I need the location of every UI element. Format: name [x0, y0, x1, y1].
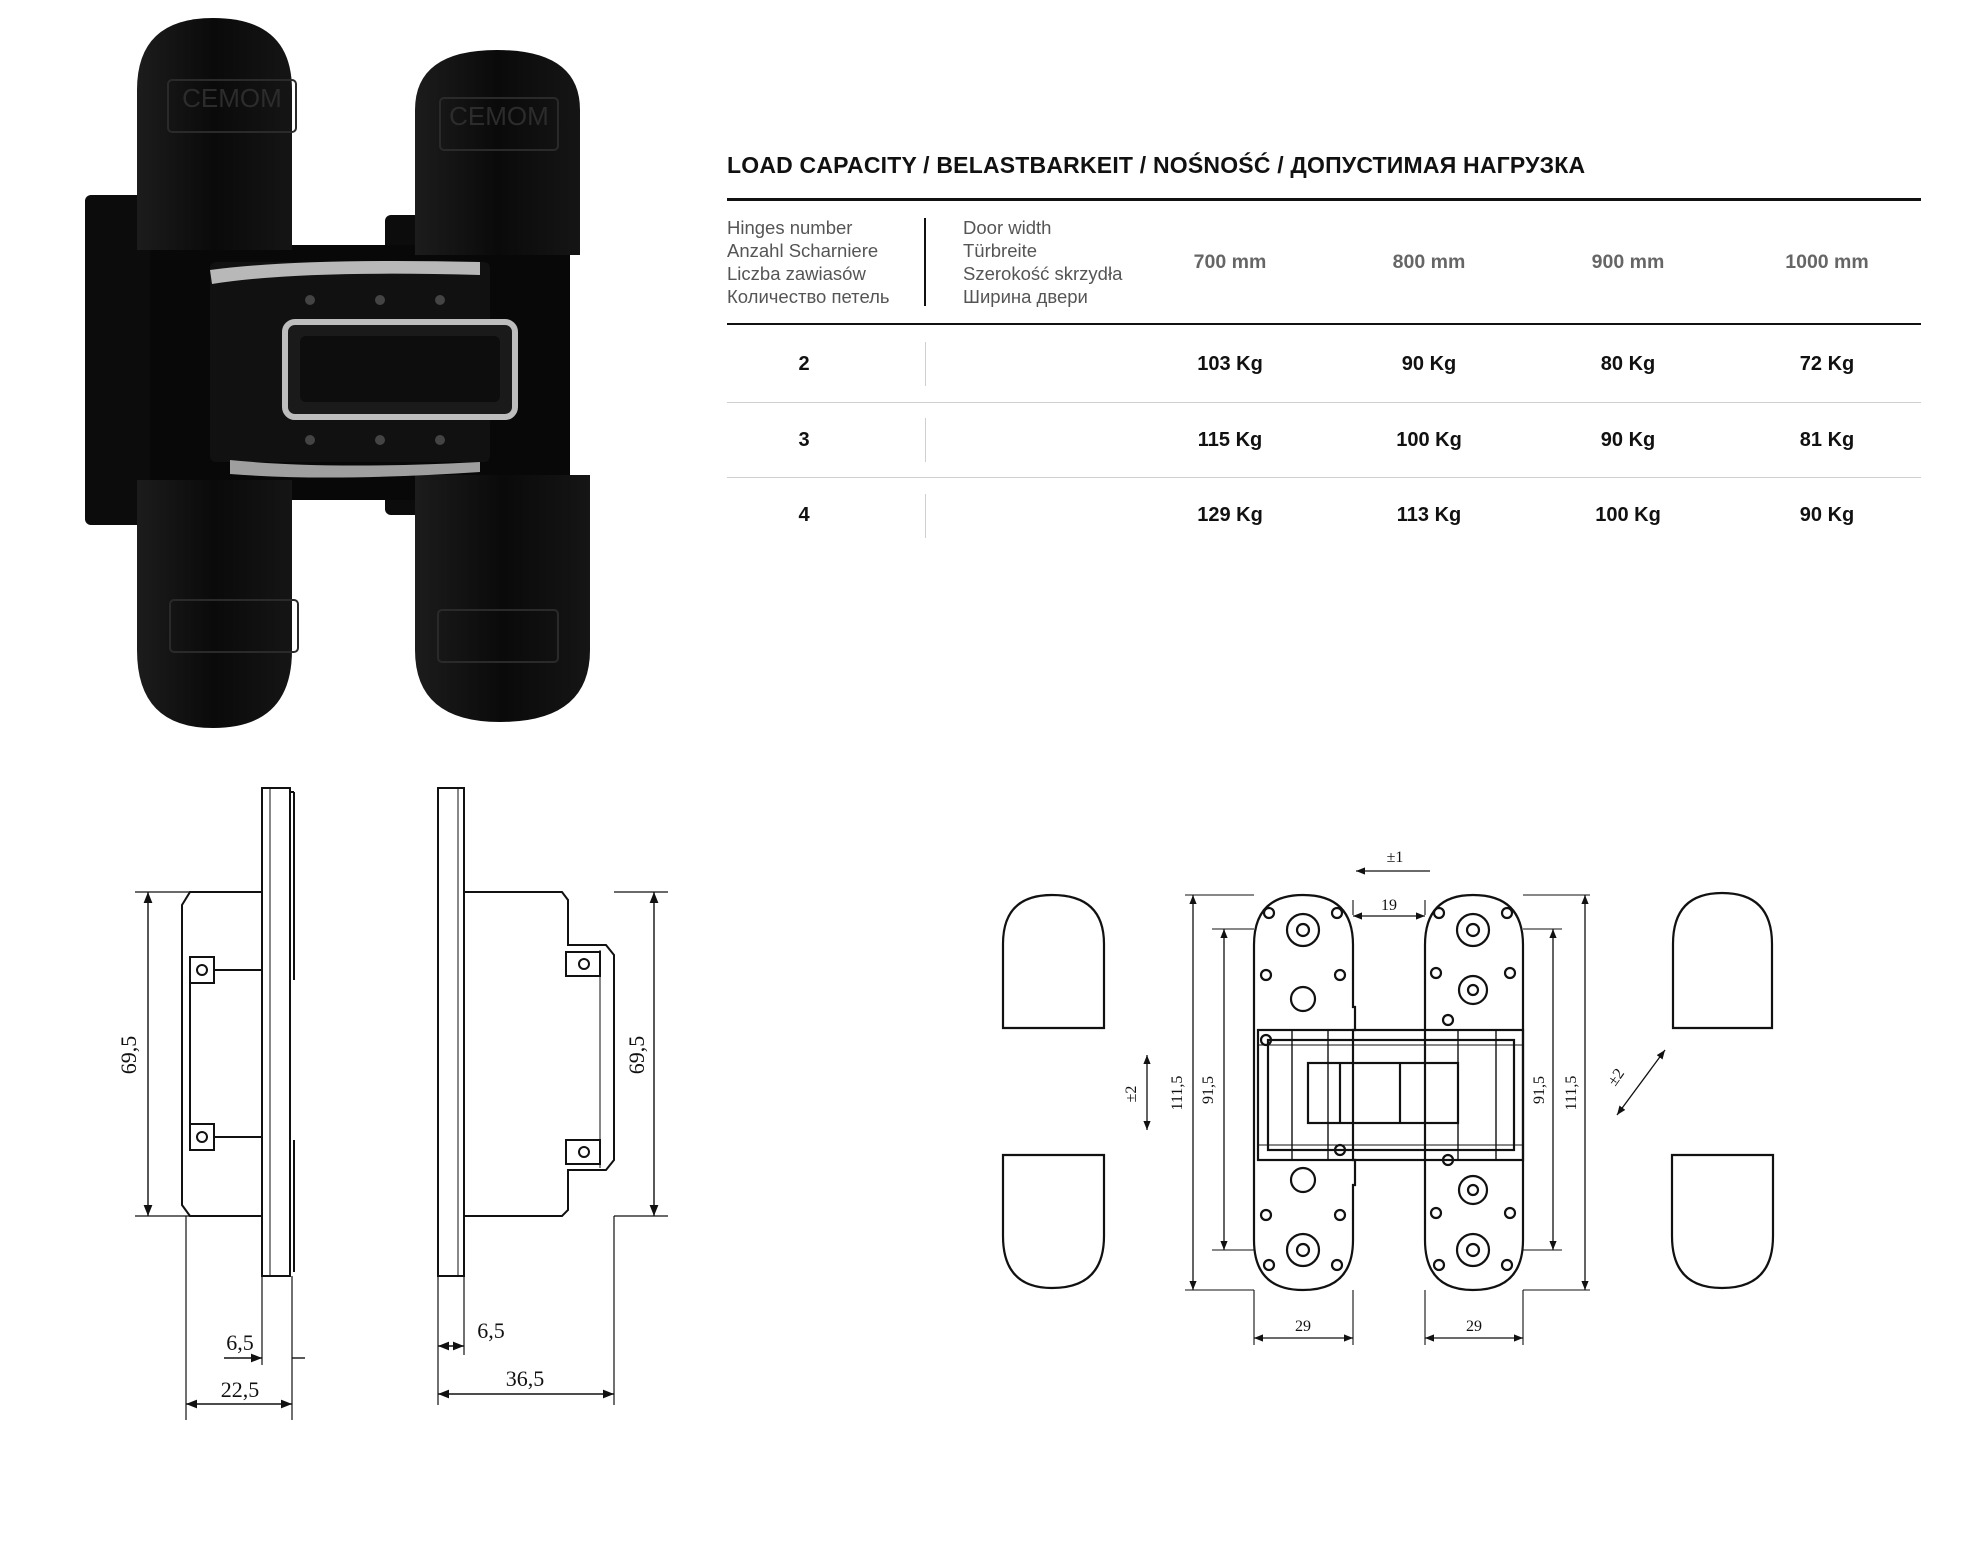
label-right-height: 69,5 [624, 1035, 649, 1075]
right-view-plate [438, 788, 464, 1276]
row-separator [925, 494, 926, 538]
table-cell: 100 Kg [1595, 504, 1661, 526]
hinges-number-header: Hinges number Anzahl Scharniere Liczba zawiasów Количество петель [727, 217, 890, 307]
label-adjust-top: ±1 [1386, 849, 1404, 866]
table-cell: 72 Kg [1799, 353, 1855, 375]
column-header-900: 900 mm [1591, 251, 1665, 273]
label-adjust-left: ±2 [1123, 1085, 1140, 1103]
label-adjust-right: ±2 [1604, 1065, 1629, 1090]
table-cell: 100 Kg [1396, 429, 1462, 451]
label-left-depth: 22,5 [220, 1377, 260, 1402]
brand-emboss-2: CEMOM [449, 101, 549, 131]
table-cell: 81 Kg [1799, 429, 1855, 451]
door-width-header: Door width Türbreite Szerokość skrzydła Ширина двери [963, 217, 1123, 307]
table-cell: 80 Kg [1600, 353, 1656, 375]
label-bottom-right: 29 [1466, 1318, 1482, 1335]
label-outer-right: 111,5 [1563, 1075, 1580, 1111]
row-separator [925, 342, 926, 386]
table-row-divider [727, 402, 1921, 403]
table-cell: 90 Kg [1401, 353, 1457, 375]
table-cell: 129 Kg [1197, 504, 1263, 526]
label-left-small: 6,5 [226, 1330, 254, 1355]
right-view-body [464, 892, 614, 1216]
column-header-700: 700 mm [1193, 251, 1267, 273]
table-cell: 113 Kg [1396, 504, 1462, 526]
cover-leaf-right-top [1673, 893, 1772, 1028]
table-cell: 115 Kg [1197, 429, 1263, 451]
label-bottom-left: 29 [1295, 1318, 1311, 1335]
label-right-depth: 36,5 [505, 1366, 545, 1391]
table-cell: 103 Kg [1197, 353, 1263, 375]
table-cell: 90 Kg [1600, 429, 1656, 451]
left-view-plate [262, 788, 290, 1276]
table-row-label: 2 [798, 353, 810, 375]
label-gap: 19 [1381, 897, 1397, 914]
row-separator [925, 418, 926, 462]
load-capacity-title: LOAD CAPACITY / BELASTBARKEIT / NOŚNOŚĆ / ДОПУСТИМАЯ НАГРУЗКА [727, 152, 1586, 178]
table-cell: 90 Kg [1799, 504, 1855, 526]
brand-emboss-1: CEMOM [182, 83, 282, 113]
column-header-1000: 1000 mm [1785, 251, 1869, 273]
side-view-drawings [0, 0, 700, 1450]
label-inner-right: 91,5 [1531, 1076, 1548, 1104]
cover-leaf-right-bottom [1672, 1155, 1773, 1288]
hinge-right-leaf-outline [1425, 895, 1523, 1290]
table-row-label: 4 [798, 504, 810, 526]
header-separator [924, 218, 926, 306]
left-view-body [182, 892, 262, 1216]
label-right-small: 6,5 [477, 1318, 505, 1343]
label-inner-left: 91,5 [1200, 1076, 1217, 1104]
table-top-rule [727, 198, 1921, 201]
label-outer-left: 111,5 [1169, 1075, 1186, 1111]
cover-leaf-left-bottom [1003, 1155, 1104, 1288]
table-header-rule [727, 323, 1921, 325]
hinge-center-mechanism [1258, 1030, 1523, 1160]
table-row-divider [727, 477, 1921, 478]
label-left-height: 69,5 [116, 1035, 141, 1075]
table-row-label: 3 [798, 429, 810, 451]
dim-diagonal-adjust [1617, 1050, 1665, 1115]
cover-leaf-left-top [1003, 895, 1104, 1028]
hinge-left-leaf-outline [1254, 895, 1355, 1290]
column-header-800: 800 mm [1392, 251, 1466, 273]
